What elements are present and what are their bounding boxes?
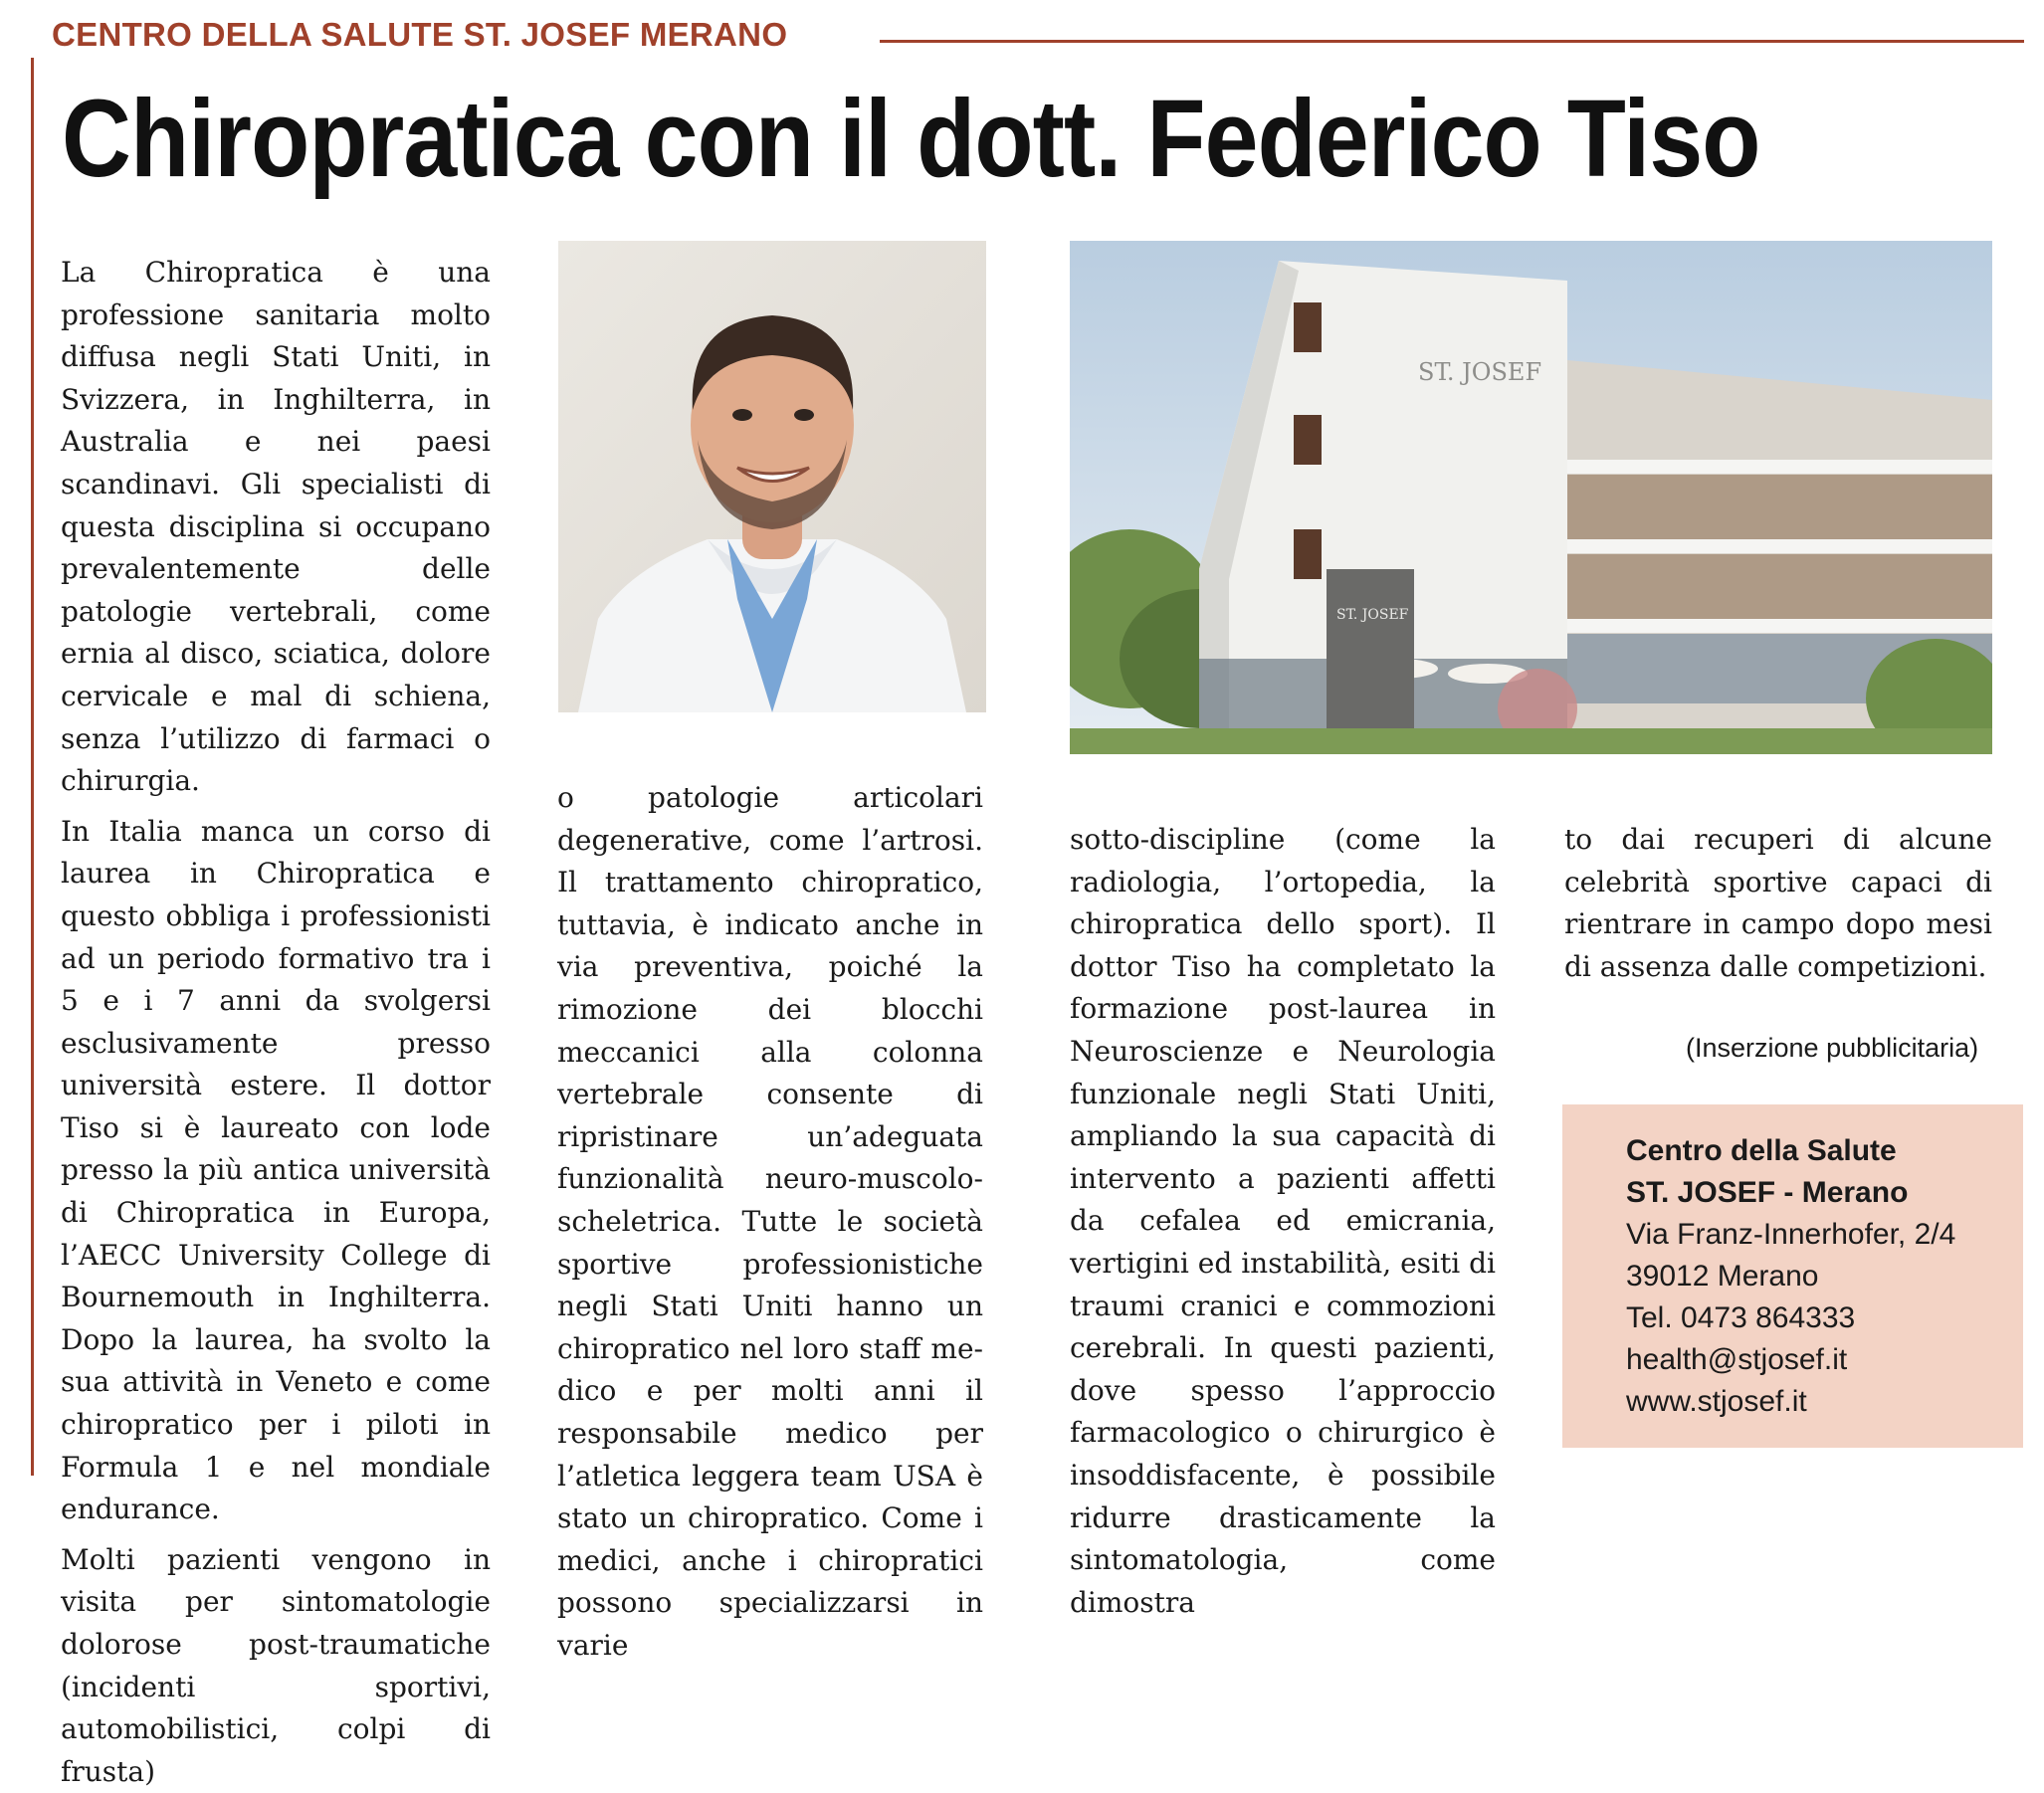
contact-name-line2: ST. JOSEF - Merano	[1626, 1176, 1909, 1209]
advertisement-note: (Inserzione pubblicitaria)	[1686, 1033, 1979, 1063]
paragraph: La Chiropratica è una professione sanitaria molto diffusa negli Stati Uniti, in Svizzera, in Inghilterra, in Australia e nei paesi scandinavi. Gli specialisti di questa disciplina si occupano prevalentemente delle patologie vertebrali, come ernia al disco, sciatica, dolore cervicale e mal di schiena, senza l’utilizzo di farmaci o chirurgia.	[61, 256, 491, 798]
paragraph: o patologie articolari degenerative, come l’artrosi. Il trattamento chiropratico, tuttavia, è indicato anche in via preventiva, poiché la rimozione dei blocchi meccanici alla colonna vertebrale consente di ripristinare un’adeguata funzionalità neuro-muscolo-scheletrica. Tutte le società sportive professionistiche negli Stati Uniti hanno un chiropratico nel loro staff medico e per molti anni il responsabile medico per l’atletica leggera team USA è stato un chiropratico. Come i medici, anche i chiropratici possono specializzarsi in varie	[557, 781, 983, 1662]
building-sign: ST. JOSEF	[1418, 358, 1542, 386]
portrait-photo	[558, 241, 986, 712]
monolith-sign: ST. JOSEF	[1336, 607, 1409, 623]
paragraph: sotto-discipline (come la radiologia, l’ortopedia, la chiropratica dello sport). Il dottor Tiso ha completato la formazione post-laurea in Neuroscienze e Neurologia funzionale negli Stati Uniti, ampliando la sua capacità di intervento a pazienti affetti da cefalea ed emicrania, vertigini ed instabilità, esiti di traumi cranici e commozioni cerebrali. In questi pazienti, dove spesso l’approccio farmacologico o chirurgico è insoddisfacente, è possibile ridurre drasticamente la sintomatologia, come dimostra	[1070, 823, 1496, 1619]
article-column-4	[1564, 819, 1992, 988]
paragraph: to dai recuperi di alcune celebrità sportive capaci di rientrare in campo dopo mesi di assenza dalle competizioni.	[1564, 823, 1992, 983]
contact-city: 39012 Merano	[1626, 1260, 1819, 1293]
paragraph: In Italia manca un corso di laurea in Chiropratica e questo obbliga i professionisti ad un periodo formativo tra i 5 e i 7 anni da svolgersi esclusivamente presso università estere. Il dottor Tiso si è laureato con lode presso la più antica università di Chiropratica in Europa, l’AECC University College di Bournemouth in Inghilterra. Dopo la laurea, ha svolto la sua attività in Veneto e come chiropratico per i piloti in Formula 1 e nel mondiale endurance.	[61, 814, 491, 1526]
doctor-portrait-illustration	[558, 241, 986, 712]
contact-phone: Tel. 0473 864333	[1626, 1301, 1856, 1334]
contact-name-line1: Centro della Salute	[1626, 1134, 1897, 1167]
article-column-3	[1070, 819, 1496, 1624]
contact-address: Via Franz-Innerhofer, 2/4	[1626, 1218, 1956, 1251]
contact-box	[1562, 1104, 2023, 1448]
contact-email[interactable]: health@stjosef.it	[1626, 1343, 1848, 1376]
st-josef-building-illustration	[1070, 241, 1992, 754]
article-column-1	[61, 252, 491, 1793]
contact-website[interactable]: www.stjosef.it	[1626, 1385, 1807, 1418]
left-margin-rule	[31, 58, 34, 1476]
section-kicker: CENTRO DELLA SALUTE ST. JOSEF MERANO	[52, 16, 788, 53]
paragraph: Molti pazienti vengono in visita per sintomatologie dolorose post-traumatiche (incidenti sportivi, automobilistici, colpi di frusta)	[61, 1542, 491, 1788]
article-headline: Chiropratica con il dott. Federico Tiso	[62, 78, 1760, 200]
building-photo	[1070, 241, 1992, 754]
article-column-2	[557, 777, 983, 1667]
kicker-rule	[880, 40, 2024, 43]
